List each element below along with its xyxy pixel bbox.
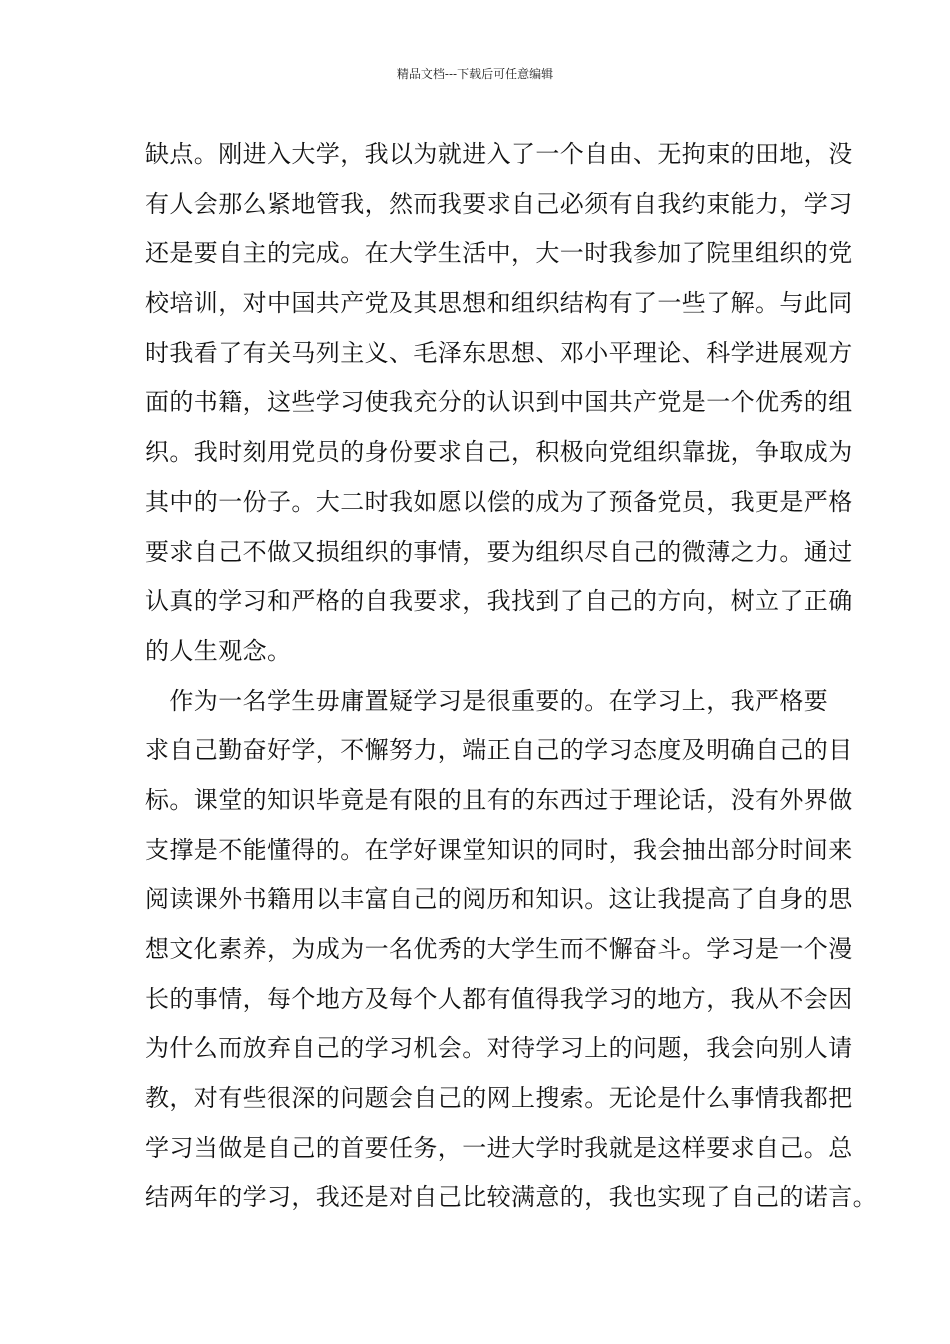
text-line: 认真的学习和严格的自我要求，我找到了自己的方向，树立了正确 — [145, 587, 853, 616]
page-header: 精品文档---下载后可任意编辑 — [396, 67, 554, 81]
text-line: 求自己勤奋好学，不懈努力，端正自己的学习态度及明确自己的目 — [145, 736, 853, 765]
text-line: 学习当做是自己的首要任务，一进大学时我就是这样要求自己。总 — [145, 1133, 853, 1162]
text-line: 阅读课外书籍用以丰富自己的阅历和知识。这让我提高了自身的思 — [145, 885, 853, 914]
text-line: 时我看了有关马列主义、毛泽东思想、邓小平理论、科学进展观方 — [145, 338, 853, 367]
text-line: 的人生观念。 — [145, 636, 292, 665]
text-line: 要求自己不做又损组织的事情，要为组织尽自己的微薄之力。通过 — [145, 537, 853, 566]
text-line: 教，对有些很深的问题会自己的网上搜索。无论是什么事情我都把 — [145, 1084, 853, 1113]
text-line: 有人会那么紧地管我，然而我要求自己必须有自我约束能力，学习 — [145, 189, 853, 218]
text-line: 还是要自主的完成。在大学生活中，大一时我参加了院里组织的党 — [145, 239, 853, 268]
paragraph-first-line: 作为一名学生毋庸置疑学习是很重要的。在学习上，我严格要 — [145, 686, 829, 715]
text-line: 长的事情，每个地方及每个人都有值得我学习的地方，我从不会因 — [145, 984, 853, 1013]
text-line: 其中的一份子。大二时我如愿以偿的成为了预备党员，我更是严格 — [145, 487, 853, 516]
text-line: 结两年的学习，我还是对自己比较满意的，我也实现了自己的诺言。 — [145, 1183, 877, 1212]
document-body — [145, 130, 877, 1223]
text-line: 标。课堂的知识毕竟是有限的且有的东西过于理论话，没有外界做 — [145, 785, 853, 814]
text-line: 织。我时刻用党员的身份要求自己，积极向党组织靠拢，争取成为 — [145, 438, 853, 467]
text-line: 为什么而放弃自己的学习机会。对待学习上的问题，我会向别人请 — [145, 1034, 853, 1063]
text-line: 面的书籍，这些学习使我充分的认识到中国共产党是一个优秀的组 — [145, 388, 853, 417]
text-line: 想文化素养，为成为一名优秀的大学生而不懈奋斗。学习是一个漫 — [145, 935, 853, 963]
text-line: 缺点。刚进入大学，我以为就进入了一个自由、无拘束的田地，没 — [145, 140, 853, 168]
text-line: 校培训，对中国共产党及其思想和组织结构有了一些了解。与此同 — [145, 289, 853, 318]
text-line: 支撑是不能懂得的。在学好课堂知识的同时，我会抽出部分时间来 — [145, 835, 853, 864]
